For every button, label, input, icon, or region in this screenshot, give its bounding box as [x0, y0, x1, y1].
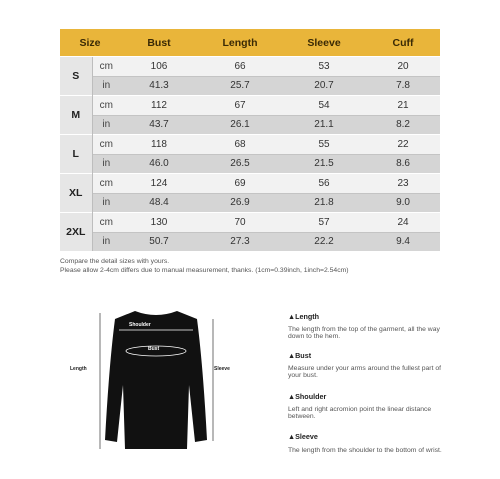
diagram-label-length: Length	[70, 366, 87, 372]
guide-sleeve-text: The length from the shoulder to the bottom of wrist.	[288, 447, 442, 454]
cuff-cell: 20	[366, 57, 440, 77]
bust-cell: 43.7	[120, 115, 198, 135]
cuff-cell: 9.0	[366, 193, 440, 213]
length-cell: 67	[198, 96, 282, 116]
size-label: M	[60, 96, 92, 135]
diagram-label-bust: Bust	[148, 346, 160, 352]
cuff-cell: 8.2	[366, 115, 440, 135]
sleeve-cell: 20.7	[282, 76, 366, 96]
note-tolerance: Please allow 2-4cm differs due to manual measurement, thanks. (1cm=0.39inch, 1inch=2.54cm)	[60, 267, 349, 274]
table-row	[60, 174, 440, 194]
unit-cell: in	[92, 115, 120, 135]
sleeve-cell: 21.1	[282, 115, 366, 135]
size-chart-table	[60, 29, 440, 251]
table-row	[60, 154, 440, 174]
unit-cell: cm	[92, 135, 120, 155]
table-header-row	[60, 29, 440, 57]
unit-cell: in	[92, 154, 120, 174]
table-row	[60, 135, 440, 155]
unit-cell: in	[92, 232, 120, 251]
unit-cell: in	[92, 193, 120, 213]
bust-cell: 41.3	[120, 76, 198, 96]
garment-diagram	[95, 305, 220, 455]
unit-cell: cm	[92, 96, 120, 116]
sleeve-cell: 21.5	[282, 154, 366, 174]
sleeve-cell: 22.2	[282, 232, 366, 251]
bust-cell: 112	[120, 96, 198, 116]
guide-bust-title: ▲Bust	[288, 351, 312, 360]
header-bust: Bust	[120, 29, 198, 57]
table-row	[60, 232, 440, 251]
cuff-cell: 22	[366, 135, 440, 155]
bust-cell: 106	[120, 57, 198, 77]
header-cuff: Cuff	[366, 29, 440, 57]
diagram-label-shoulder: Shoulder	[129, 322, 151, 328]
header-length: Length	[198, 29, 282, 57]
table-row	[60, 76, 440, 96]
unit-cell: in	[92, 76, 120, 96]
sleeve-cell: 21.8	[282, 193, 366, 213]
bust-cell: 48.4	[120, 193, 198, 213]
length-cell: 26.1	[198, 115, 282, 135]
bust-cell: 46.0	[120, 154, 198, 174]
length-cell: 27.3	[198, 232, 282, 251]
cuff-cell: 8.6	[366, 154, 440, 174]
table-row	[60, 96, 440, 116]
sleeve-cell: 55	[282, 135, 366, 155]
cuff-cell: 21	[366, 96, 440, 116]
cuff-cell: 24	[366, 213, 440, 233]
sweater-silhouette	[105, 311, 207, 449]
cuff-cell: 23	[366, 174, 440, 194]
table-row	[60, 193, 440, 213]
cuff-cell: 7.8	[366, 76, 440, 96]
length-cell: 26.5	[198, 154, 282, 174]
table-row	[60, 213, 440, 233]
size-label: S	[60, 57, 92, 96]
bust-cell: 118	[120, 135, 198, 155]
unit-cell: cm	[92, 213, 120, 233]
size-label: XL	[60, 174, 92, 213]
unit-cell: cm	[92, 174, 120, 194]
bust-cell: 130	[120, 213, 198, 233]
length-cell: 69	[198, 174, 282, 194]
length-cell: 66	[198, 57, 282, 77]
sleeve-cell: 53	[282, 57, 366, 77]
header-size: Size	[60, 29, 120, 57]
note-compare: Compare the detail sizes with yours.	[60, 258, 170, 265]
sleeve-cell: 57	[282, 213, 366, 233]
guide-length-title: ▲Length	[288, 312, 320, 321]
header-sleeve: Sleeve	[282, 29, 366, 57]
guide-shoulder-text: Left and right acromion point the linear distance between.	[288, 406, 432, 420]
sleeve-cell: 56	[282, 174, 366, 194]
unit-cell: cm	[92, 57, 120, 77]
table-row	[60, 57, 440, 77]
size-label: 2XL	[60, 213, 92, 252]
cuff-cell: 9.4	[366, 232, 440, 251]
guide-shoulder-title: ▲Shoulder	[288, 392, 327, 401]
length-cell: 70	[198, 213, 282, 233]
length-cell: 68	[198, 135, 282, 155]
bust-cell: 124	[120, 174, 198, 194]
size-label: L	[60, 135, 92, 174]
guide-length-text: The length from the top of the garment, all the way down to the hem.	[288, 326, 440, 340]
guide-bust-text: Measure under your arms around the fullest part of your bust.	[288, 365, 442, 379]
length-cell: 25.7	[198, 76, 282, 96]
diagram-label-sleeve: Sleeve	[214, 366, 230, 372]
guide-sleeve-title: ▲Sleeve	[288, 432, 318, 441]
sleeve-cell: 54	[282, 96, 366, 116]
table-row	[60, 115, 440, 135]
bust-cell: 50.7	[120, 232, 198, 251]
length-cell: 26.9	[198, 193, 282, 213]
